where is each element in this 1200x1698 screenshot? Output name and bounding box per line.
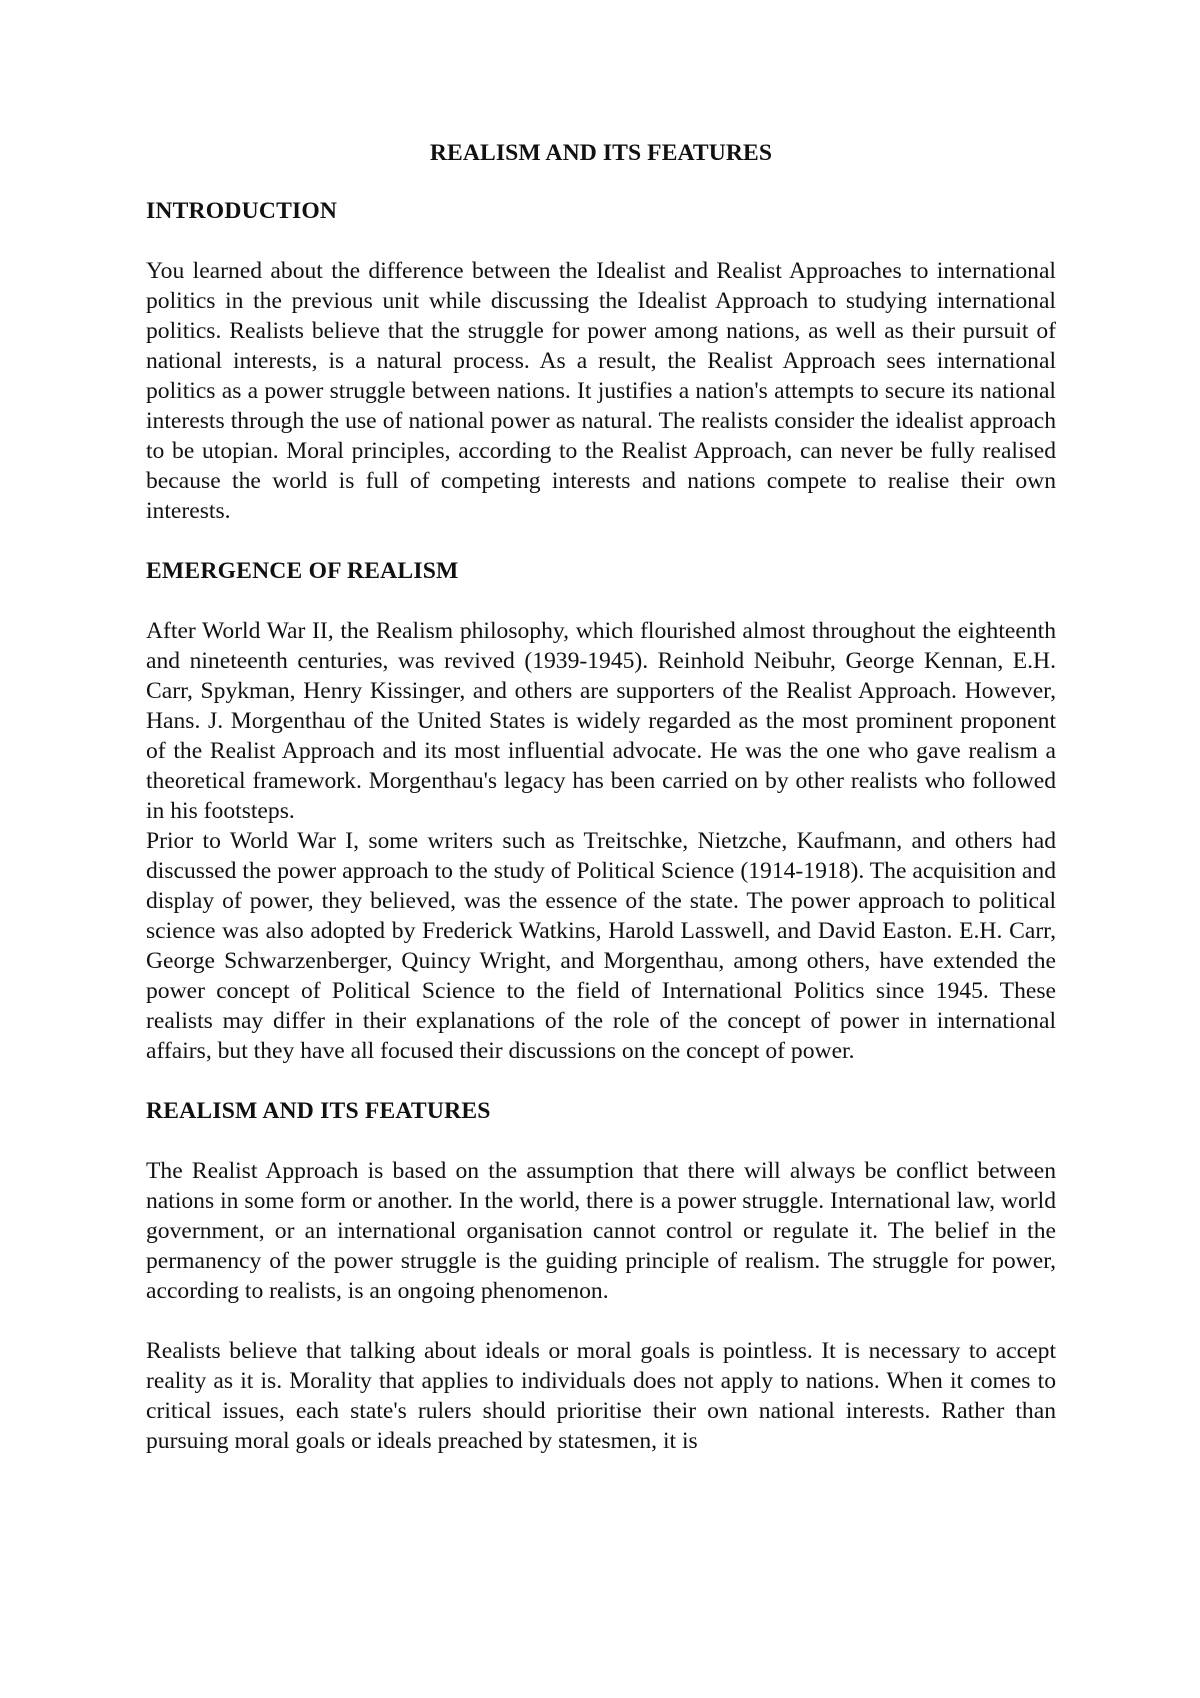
section-heading: REALISM AND ITS FEATURES <box>146 1098 491 1124</box>
section-heading: INTRODUCTION <box>146 198 338 224</box>
document-title: REALISM AND ITS FEATURES <box>429 140 773 166</box>
section-introduction <box>146 196 1056 526</box>
section-emergence-of-realism <box>146 556 1056 1066</box>
body-paragraph: Realists believe that talking about ideals or moral goals is pointless. It is necessary to accept reality as it is. Morality that applies to individuals does not apply to nations. When it comes to critical issues, each state's rulers should prioritise their own national interests. Rather than pursuing moral goals or ideals preached by statesmen, it is <box>146 1338 1056 1454</box>
section-realism-and-its-features <box>146 1096 1056 1456</box>
body-paragraph: The Realist Approach is based on the assumption that there will always be conflict between nations in some form or another. In the world, there is a power struggle. International law, world government, or an international organisation cannot control or regulate it. The belief in the permanency of the power struggle is the guiding principle of realism. The struggle for power, according to realists, is an ongoing phenomenon. <box>146 1158 1056 1304</box>
section-heading: EMERGENCE OF REALISM <box>146 558 459 584</box>
body-paragraph: After World War II, the Realism philosophy, which flourished almost throughout the eighteenth and nineteenth centuries, was revived (1939-1945). Reinhold Neibuhr, George Kennan, E.H. Carr, Spykman, Henry Kissinger, and others are supporters of the Realist Approach. However, Hans. J. Morgenthau of the United States is widely regarded as the most prominent proponent of the Realist Approach and its most influential advocate. He was the one who gave realism a theoretical framework. Morgenthau's legacy has been carried on by other realists who followed in his footsteps. <box>146 618 1056 824</box>
body-paragraph: Prior to World War I, some writers such as Treitschke, Nietzche, Kaufmann, and others had discussed the power approach to the study of Political Science (1914-1918). The acquisition and display of power, they believed, was the essence of the state. The power approach to political science was also adopted by Frederick Watkins, Harold Lasswell, and David Easton. E.H. Carr, George Schwarzenberger, Quincy Wright, and Morgenthau, among others, have extended the power concept of Political Science to the field of International Politics since 1945. These realists may differ in their explanations of the role of the concept of power in international affairs, but they have all focused their discussions on the concept of power. <box>146 828 1056 1064</box>
body-paragraph: You learned about the difference between the Idealist and Realist Approaches to international politics in the previous unit while discussing the Idealist Approach to studying international politics. Realists believe that the struggle for power among nations, as well as their pursuit of national interests, is a natural process. As a result, the Realist Approach sees international politics as a power struggle between nations. It justifies a nation's attempts to secure its national interests through the use of national power as natural. The realists consider the idealist approach to be utopian. Moral principles, according to the Realist Approach, can never be fully realised because the world is full of competing interests and nations compete to realise their own interests. <box>146 258 1056 524</box>
